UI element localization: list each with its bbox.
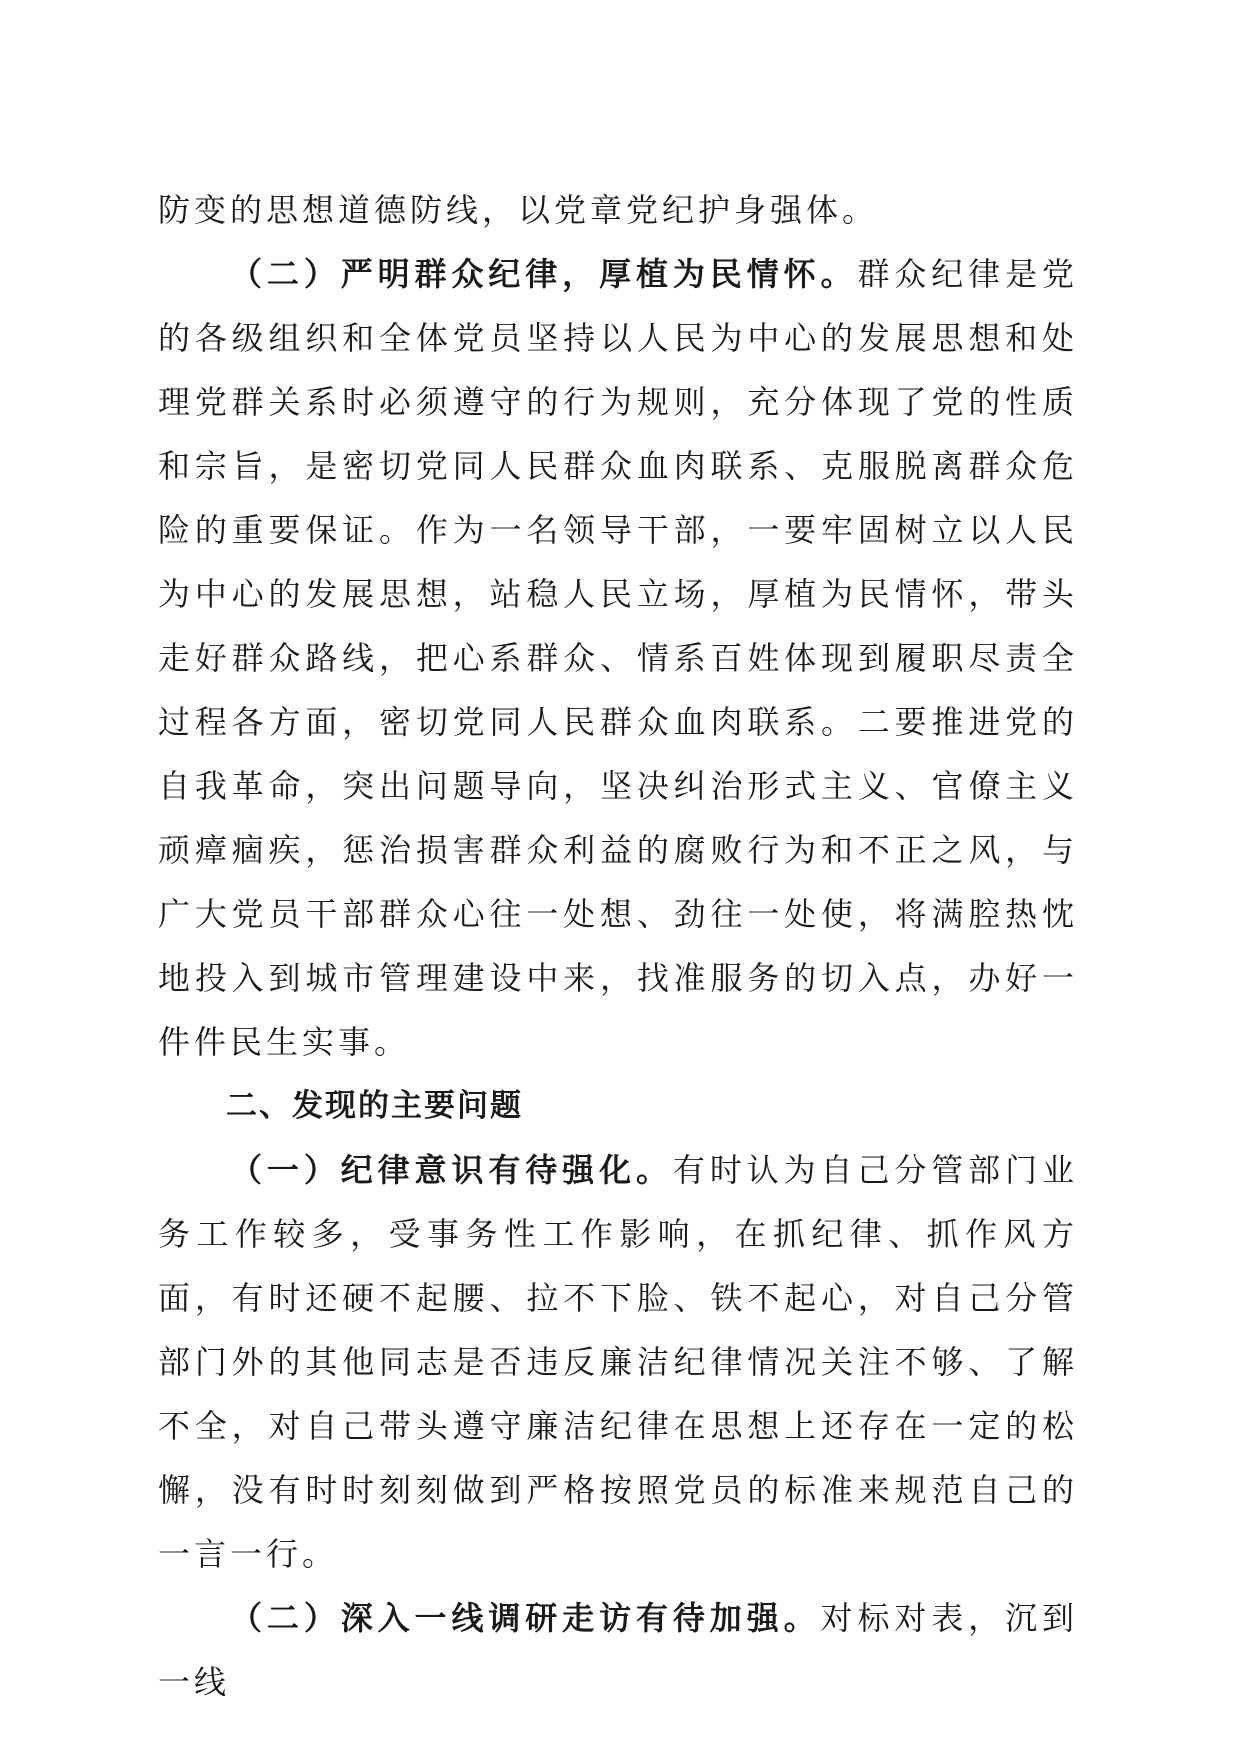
paragraph-text: 防变的思想道德防线，以党章党纪护身强体。	[158, 191, 879, 229]
paragraph-frontline-research	[158, 1586, 1078, 1714]
paragraph-text: 对标对表，沉到一线	[158, 1599, 1078, 1701]
paragraph-mass-discipline	[158, 242, 1078, 1074]
subheading: （二）深入一线调研走访有待加强。	[230, 1599, 821, 1637]
section-heading: 二、发现的主要问题	[226, 1088, 523, 1124]
subheading: （一）纪律意识有待强化。	[230, 1151, 673, 1189]
document-body	[158, 178, 1078, 1714]
paragraph-discipline-awareness	[158, 1138, 1078, 1586]
paragraph-text: 有时认为自己分管部门业务工作较多，受事务性工作影响，在抓纪律、抓作风方面，有时还硬不起腰、拉不下脸、铁不起心，对自己分管部门外的其他同志是否违反廉洁纪律情况关注不够、了解不全，对自己带头遵守廉洁纪律在思想上还存在一定的松懈，没有时时刻刻做到严格按照党员的标准来规范自己的一言一行。	[158, 1151, 1078, 1573]
paragraph-text: 群众纪律是党的各级组织和全体党员坚持以人民为中心的发展思想和处理党群关系时必须遵守的行为规则，充分体现了党的性质和宗旨，是密切党同人民群众血肉联系、克服脱离群众危险的重要保证。作为一名领导干部，一要牢固树立以人民为中心的发展思想，站稳人民立场，厚植为民情怀，带头走好群众路线，把心系群众、情系百姓体现到履职尽责全过程各方面，密切党同人民群众血肉联系。二要推进党的自我革命，突出问题导向，坚决纠治形式主义、官僚主义顽瘴痼疾，惩治损害群众利益的腐败行为和不正之风，与广大党员干部群众心往一处想、劲往一处使，将满腔热忱地投入到城市管理建设中来，找准服务的切入点，办好一件件民生实事。	[158, 255, 1078, 1061]
subheading: （二）严明群众纪律，厚植为民情怀。	[230, 255, 858, 293]
paragraph-continuation	[158, 178, 1078, 242]
